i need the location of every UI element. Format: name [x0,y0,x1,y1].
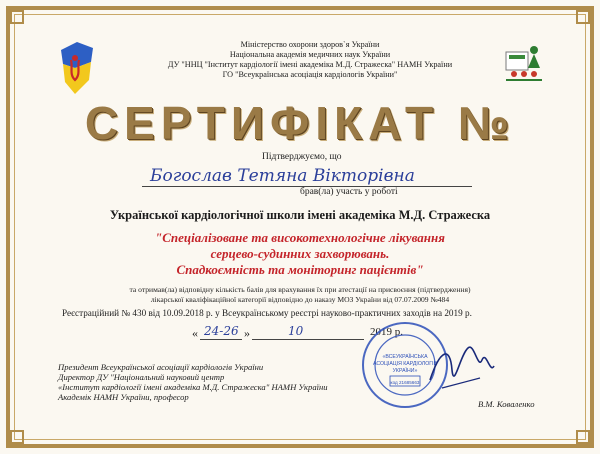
handwritten-signature [420,330,500,400]
date-year: 2019 р. [370,326,403,338]
signature-line-3: «Інститут кардіології імені академіка М.Д. Стражеска" НАМН України [58,382,328,392]
points-text-line-2: лікарської кваліфікаційної категорії відповідно до наказу МОЗ України від 07.07.2009 №484 [150,295,450,304]
date-close-quote: » [244,326,250,340]
date-days: 24-26 [204,324,239,338]
corner-ornament [576,10,590,24]
stamp-code: код 21685663 [390,380,420,385]
header-ministry: Міністерство охорони здоров`я України [240,40,380,49]
signature-line-4: Академік НАМН України, професор [58,392,189,402]
signer-name: В.М. Коваленко [478,399,535,409]
date-month-underline [252,339,364,340]
school-name: Української кардіологічної школи імені академіка М.Д. Стражеска [109,208,491,222]
stamp-text-1: «ВСЕУКРАЇНСЬКА [382,354,428,360]
corner-ornament [10,10,24,24]
stamp-text-3: УКРАЇНИ» [392,368,418,374]
course-title-line-1: "Спеціалізоване та високотехнологічне лікування [155,230,445,245]
ukraine-map-logo [55,40,97,98]
school-emblem-logo [500,38,548,82]
corner-ornament [576,430,590,444]
date-days-underline [200,339,242,340]
registry-text: Реєстраційний № 430 від 10.09.2018 р. у Всеукраїнському реєстрі науково-практичних заходів на 2019 р. [62,308,472,318]
date-open-quote: « [192,326,198,340]
signature-line-2: Директор ДУ "Національний науковий центр [58,372,225,382]
certificate-title: СЕРТИФІКАТ № [84,97,516,149]
stamp-text-2: АСОЦІАЦІЯ КАРДІОЛОГІВ [373,361,437,367]
header-academy: Національна академія медичних наук України [229,50,391,59]
signature-line-1: Президент Всеукраїнської асоціації кардіологів України [58,362,264,372]
header-association: ГО "Всеукраїнська асоціація кардіологів України" [222,70,398,79]
course-title-line-3: Спадкоємність та моніторинг пацієнтів" [176,262,424,277]
points-text-line-1: та отримав(ла) відповідну кількість балів для врахування їх при атестації на присвоєння (підтвердження) [129,285,471,294]
header-institute: ДУ "ННЦ "Інститут кардіології імені академіка М.Д. Стражеска" НАМН України [167,60,453,69]
confirm-text: Підтверджуємо, що [262,152,342,162]
date-month: 10 [288,324,304,338]
participation-text: брав(ла) участь у роботі [300,187,398,197]
recipient-name: Богослав Тетяна Вікторівна [150,166,415,186]
corner-ornament [10,430,24,444]
course-title-line-2: серцево-судинних захворювань. [210,246,390,261]
